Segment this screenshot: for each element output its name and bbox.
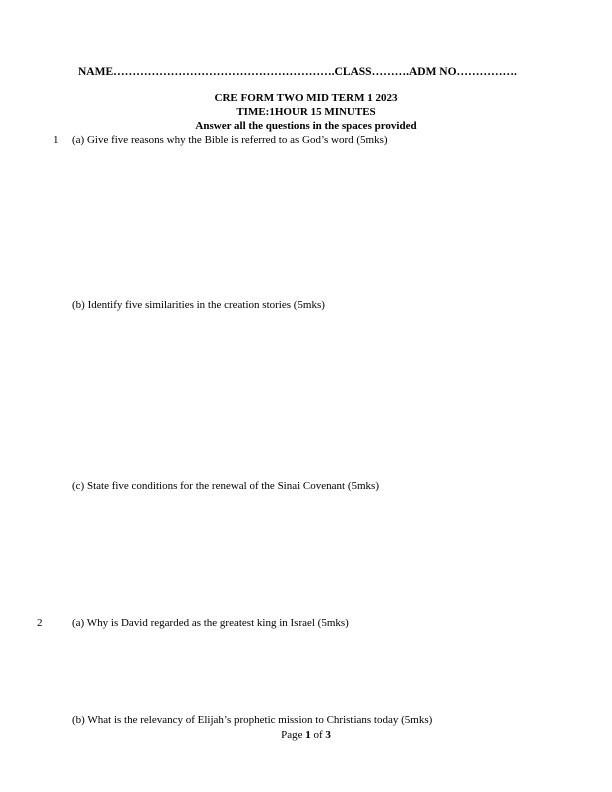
exam-title: CRE FORM TWO MID TERM 1 2023 — [214, 92, 398, 104]
question-1a: (a) Give five reasons why the Bible is referred to as God’s word (5mks) — [72, 134, 388, 146]
total-pages: 3 — [325, 729, 331, 741]
of-label: of — [313, 729, 323, 741]
question-2b: (b) What is the relevancy of Elijah’s prophetic mission to Christians today (5mks) — [72, 714, 433, 726]
name-class-adm-line: NAME………………………………………………….CLASS……….ADM NO……………. — [78, 66, 517, 78]
instructions: Answer all the questions in the spaces provided — [195, 120, 417, 132]
current-page: 1 — [305, 729, 311, 741]
page-number — [0, 729, 612, 742]
exam-time: TIME:1HOUR 15 MINUTES — [236, 106, 376, 118]
question-number: 1 — [53, 134, 59, 146]
page-label: Page — [281, 729, 303, 741]
question-2a: (a) Why is David regarded as the greatest king in Israel (5mks) — [72, 617, 349, 629]
question-number: 2 — [37, 617, 43, 629]
question-1b: (b) Identify five similarities in the creation stories (5mks) — [72, 299, 325, 311]
question-1c: (c) State five conditions for the renewal of the Sinai Covenant (5mks) — [72, 480, 379, 492]
